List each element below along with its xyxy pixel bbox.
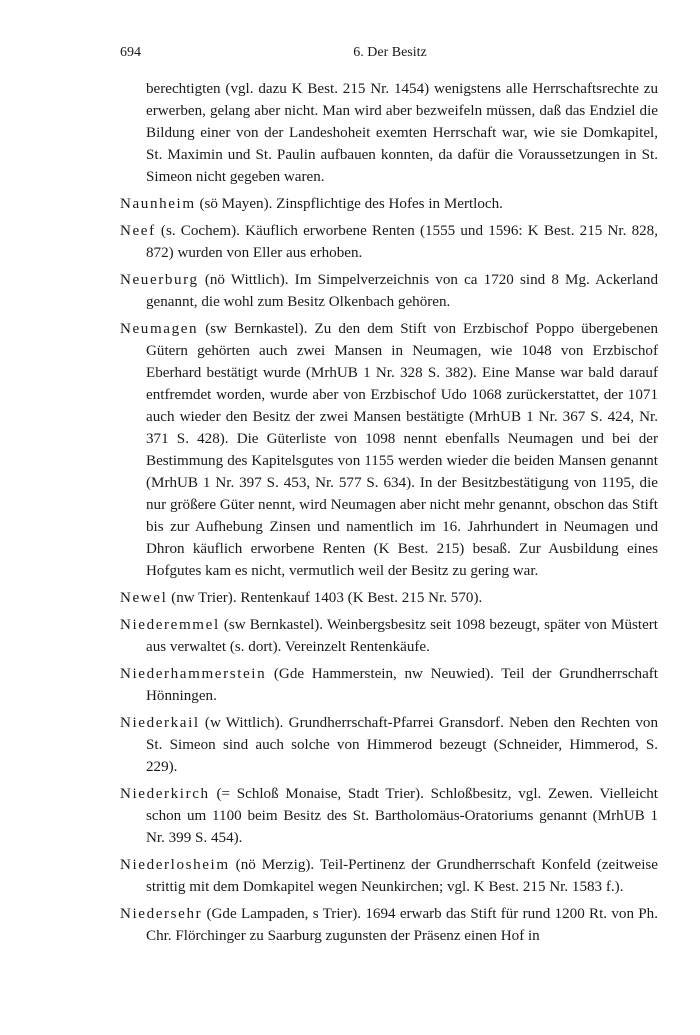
entry-place-name: Neef (120, 223, 156, 239)
entry-text: (nw Trier). Rentenkauf 1403 (K Best. 215 Nr. 570). (167, 590, 483, 606)
entry-text: (Gde Lampaden, s Trier). 1694 erwarb das Stift für rund 1200 Rt. von Ph. Chr. Flörchinger zu Saarburg zugunsten der Präsenz einen Hof in (146, 906, 658, 944)
continuation-paragraph: berechtigten (vgl. dazu K Best. 215 Nr. 1454) wenigstens alle Herrschaftsrechte zu erwerben, gelang aber nicht. Man wird aber bezweifeln müssen, daß das Endziel die Bildung einer von der Landeshoheit exemten Herrschaft war, wie sie Domkapitel, St. Maximin und St. Paulin aufbauen konnten, da dafür die Voraussetzungen in St. Simeon nicht gegeben waren. (146, 81, 658, 185)
entry-text: (sö Mayen). Zinspflichtige des Hofes in Mertloch. (195, 196, 503, 212)
entry-text: (sw Bernkastel). Weinbergsbesitz seit 1098 bezeugt, später von Müstert aus verwaltet (s. dort). Vereinzelt Rentenkäufe. (146, 617, 658, 655)
entry-text: (w Wittlich). Grundherrschaft-Pfarrei Gransdorf. Neben den Rechten von St. Simeon sind auch solche von Himmerod bezeugt (Schneider, Himmerod, S. 229). (146, 715, 658, 775)
entry-text: (nö Merzig). Teil-Pertinenz der Grundherrschaft Konfeld (zeitweise strittig mit dem Domkapitel wegen Neunkirchen; vgl. K Best. 215 Nr. 1583 f.). (146, 857, 658, 895)
entry-text: (= Schloß Monaise, Stadt Trier). Schloßbesitz, vgl. Zewen. Vielleicht schon um 1100 beim Besitz des St. Bartholomäus-Oratoriums genannt (MrhUB 1 Nr. 399 S. 454). (146, 786, 658, 846)
entry-neef (120, 220, 658, 264)
entry-text: (s. Cochem). Käuflich erworbene Renten (1555 und 1596: K Best. 215 Nr. 828, 872) wurden von Eller aus erhoben. (146, 223, 658, 261)
entry-place-name: Niederhammerstein (120, 666, 267, 682)
entry-place-name: Naunheim (120, 196, 196, 212)
entry-naunheim (120, 193, 658, 215)
entry-niedersehr (120, 903, 658, 947)
entry-niederhammerstein (120, 663, 658, 707)
entry-place-name: Niederkirch (120, 786, 210, 802)
entry-niederkirch (120, 783, 658, 849)
entry-place-name: Niedersehr (120, 906, 203, 922)
entry-neumagen (120, 318, 658, 582)
entry-place-name: Newel (120, 590, 168, 606)
entry-place-name: Niederkail (120, 715, 200, 731)
main-text (120, 78, 658, 952)
entry-place-name: Neuerburg (120, 272, 199, 288)
running-title: 6. Der Besitz (353, 45, 427, 60)
entry-niederkail (120, 712, 658, 778)
entry-place-name: Neumagen (120, 321, 199, 337)
entry-text: (Gde Hammerstein, nw Neuwied). Teil der Grundherrschaft Hönningen. (146, 666, 658, 704)
entry-neuerburg (120, 269, 658, 313)
entry-place-name: Niederemmel (120, 617, 220, 633)
page-number: 694 (120, 45, 141, 60)
entry-text: (sw Bernkastel). Zu den dem Stift von Erzbischof Poppo übergebenen Gütern gehörten auch zwei Mansen in Neumagen, wie 1048 von Erzbischof Eberhard bestätigt wurde (MrhUB 1 Nr. 328 S. 382). Eine Manse war bald darauf entfremdet worden, wurde aber von Erzbischof Udo 1068 zurückerstattet, der 1071 auch wieder den Besitz der zwei Mansen bestätigte (MrhUB 1 Nr. 367 S. 424, Nr. 371 S. 428). Die Güterliste von 1098 nennt ebenfalls Neumagen und bei der Bestimmung des Kapitelsgutes von 1155 werden wieder die beiden Mansen genannt (MrhUB 1 Nr. 397 S. 453, Nr. 577 S. 634). In der Besitzbestätigung von 1195, die nur größere Güter nennt, wird Neumagen aber nicht mehr genannt, obschon das Stift bis zur Aufhebung Zinsen und namentlich im 16. Jahrhundert in Neumagen und Dhron käuflich erworbene Renten (K Best. 215) besaß. Zur Ausbildung eines Hofgutes kam es nicht, vermutlich weil der Besitz zu gering war. (146, 321, 658, 579)
running-head (120, 45, 660, 65)
entry-niederlosheim (120, 854, 658, 898)
entry-place-name: Niederlosheim (120, 857, 230, 873)
entry-text: (nö Wittlich). Im Simpelverzeichnis von ca 1720 sind 8 Mg. Ackerland genannt, die wohl zum Besitz Olkenbach gehören. (146, 272, 658, 310)
entry-niederemmel (120, 614, 658, 658)
entry-newel (120, 587, 658, 609)
